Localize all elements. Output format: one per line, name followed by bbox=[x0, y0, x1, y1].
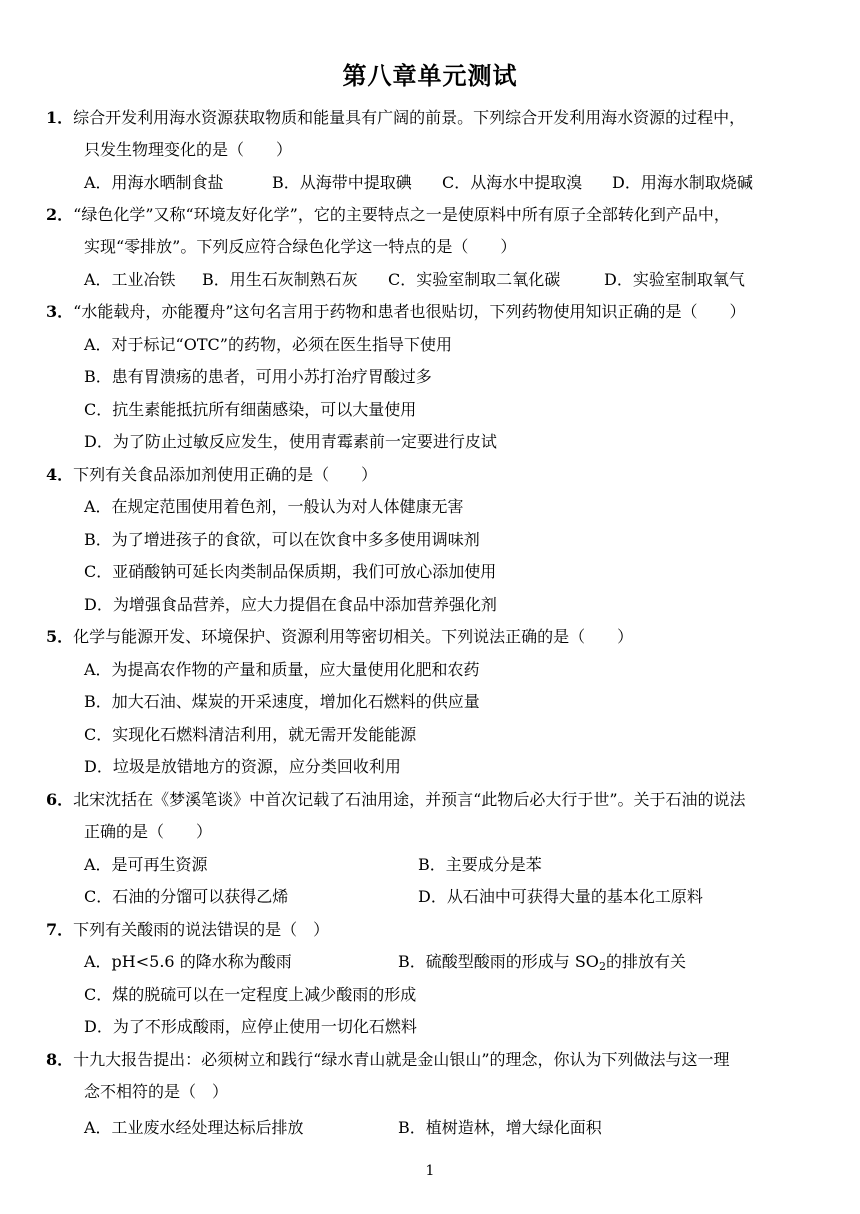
question-3-stem-line-1 bbox=[46, 302, 746, 322]
question-number: 3． bbox=[46, 302, 74, 321]
question-8-option-b: B．植树造林，增大绿化面积 bbox=[398, 1118, 602, 1137]
question-5-option-d: D．垃圾是放错地方的资源，应分类回收利用 bbox=[84, 757, 401, 776]
question-3-option-c: C．抗生素能抵抗所有细菌感染，可以大量使用 bbox=[84, 400, 417, 419]
question-5-option-a: A．为提高农作物的产量和质量，应大量使用化肥和农药 bbox=[84, 660, 480, 679]
question-8-option-a: A．工业废水经处理达标后排放 bbox=[84, 1118, 304, 1137]
question-1-option-a: A．用海水晒制食盐 bbox=[84, 173, 224, 192]
question-6-option-c: C．石油的分馏可以获得乙烯 bbox=[84, 887, 289, 906]
question-4-option-c: C．亚硝酸钠可延长肉类制品保质期，我们可放心添加使用 bbox=[84, 562, 497, 581]
question-7-stem-line-1 bbox=[46, 920, 329, 940]
question-2-stem-line-1 bbox=[46, 205, 730, 225]
page-number: 1 bbox=[425, 1163, 435, 1179]
question-2-option-d: D．实验室制取氧气 bbox=[604, 270, 745, 289]
question-8-stem-line-2: 念不相符的是（ ） bbox=[84, 1082, 229, 1101]
question-2-option-b: B．用生石灰制熟石灰 bbox=[202, 270, 358, 289]
question-text: 十九大报告提出：必须树立和践行“绿水青山就是金山银山”的理念，你认为下列做法与这一理 bbox=[73, 1050, 730, 1069]
question-1-option-b: B．从海带中提取碘 bbox=[272, 173, 412, 192]
question-number: 4． bbox=[46, 465, 74, 484]
question-6-stem-line-1 bbox=[46, 790, 746, 810]
question-7-option-a: A．pH<5.6 的降水称为酸雨 bbox=[84, 952, 292, 971]
question-5-option-b: B．加大石油、煤炭的开采速度，增加化石燃料的供应量 bbox=[84, 692, 480, 711]
question-6-stem-line-2: 正确的是（ ） bbox=[84, 822, 213, 841]
question-number: 6． bbox=[46, 790, 74, 809]
question-number: 7． bbox=[46, 920, 74, 939]
question-4-option-a: A．在规定范围使用着色剂，一般认为对人体健康无害 bbox=[84, 497, 464, 516]
question-6-option-a: A．是可再生资源 bbox=[84, 855, 208, 874]
question-1-stem-line-1 bbox=[46, 108, 745, 128]
question-5-option-c: C．实现化石燃料清洁利用，就无需开发能能源 bbox=[84, 725, 417, 744]
question-text: 化学与能源开发、环境保护、资源利用等密切相关。下列说法正确的是（ ） bbox=[73, 627, 634, 646]
question-text: “绿色化学”又称“环境友好化学”，它的主要特点之一是使原料中所有原子全部转化到产品中， bbox=[73, 205, 730, 224]
question-4-option-d: D．为增强食品营养，应大力提倡在食品中添加营养强化剂 bbox=[84, 595, 497, 614]
question-1-option-d: D．用海水制取烧碱 bbox=[612, 173, 753, 192]
question-number: 1． bbox=[46, 108, 74, 127]
question-1-stem-line-2: 只发生物理变化的是（ ） bbox=[84, 140, 293, 159]
question-text: 综合开发利用海水资源获取物质和能量具有广阔的前景。下列综合开发利用海水资源的过程中， bbox=[73, 108, 746, 127]
question-number: 5． bbox=[46, 627, 74, 646]
question-4-option-b: B．为了增进孩子的食欲，可以在饮食中多多使用调味剂 bbox=[84, 530, 480, 549]
question-2-option-a: A．工业冶铁 bbox=[84, 270, 176, 289]
question-3-option-a: A．对于标记“OTC”的药物，必须在医生指导下使用 bbox=[84, 335, 452, 354]
question-7-option-c: C．煤的脱硫可以在一定程度上减少酸雨的形成 bbox=[84, 985, 417, 1004]
question-number: 8． bbox=[46, 1050, 74, 1069]
question-1-option-c: C．从海水中提取溴 bbox=[442, 173, 583, 192]
question-8-stem-line-1 bbox=[46, 1050, 730, 1070]
question-number: 2． bbox=[46, 205, 74, 224]
question-6-option-b: B．主要成分是苯 bbox=[418, 855, 542, 874]
question-6-option-d: D．从石油中可获得大量的基本化工原料 bbox=[418, 887, 703, 906]
question-text: 下列有关食品添加剂使用正确的是（ ） bbox=[73, 465, 378, 484]
option-text-tail: 的排放有关 bbox=[605, 952, 686, 971]
question-5-stem-line-1 bbox=[46, 627, 633, 647]
option-text: B．硫酸型酸雨的形成与 SO bbox=[398, 952, 599, 971]
question-4-stem-line-1 bbox=[46, 465, 377, 485]
question-text: 北宋沈括在《梦溪笔谈》中首次记载了石油用途，并预言“此物后必大行于世”。关于石油的说法 bbox=[73, 790, 746, 809]
question-text: 下列有关酸雨的说法错误的是（ ） bbox=[73, 920, 330, 939]
question-2-option-c: C．实验室制取二氧化碳 bbox=[388, 270, 561, 289]
question-text: “水能载舟，亦能覆舟”这句名言用于药物和患者也很贴切，下列药物使用知识正确的是（ ） bbox=[73, 302, 746, 321]
question-2-stem-line-2: 实现“零排放”。下列反应符合绿色化学这一特点的是（ ） bbox=[84, 237, 517, 256]
subscript: 2 bbox=[598, 960, 606, 973]
question-3-option-b: B．患有胃溃疡的患者，可用小苏打治疗胃酸过多 bbox=[84, 367, 432, 386]
question-3-option-d: D．为了防止过敏反应发生，使用青霉素前一定要进行皮试 bbox=[84, 432, 497, 451]
question-7-option-d: D．为了不形成酸雨，应停止使用一切化石燃料 bbox=[84, 1017, 417, 1036]
page-title: 第八章单元测试 bbox=[342, 61, 518, 90]
question-7-option-b bbox=[398, 952, 686, 972]
